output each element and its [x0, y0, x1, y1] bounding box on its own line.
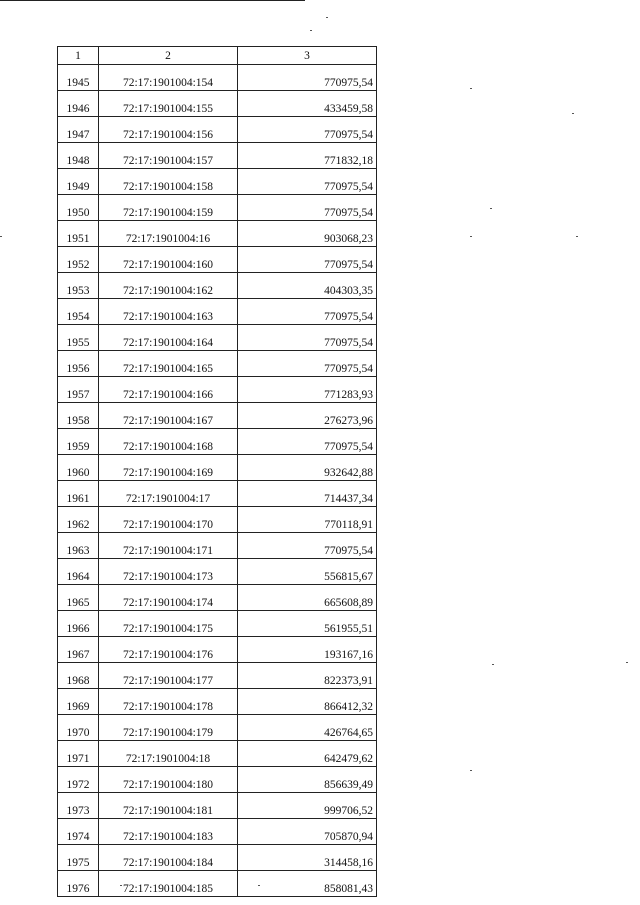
table-row	[58, 637, 377, 663]
value-cell: 858081,43	[238, 871, 377, 897]
value-cell: 314458,16	[238, 845, 377, 871]
table-row	[58, 559, 377, 585]
cadastral-number-cell: 72:17:1901004:163	[99, 299, 238, 325]
table-row	[58, 299, 377, 325]
scan-speck	[310, 30, 312, 31]
cadastral-number-cell: 72:17:1901004:173	[99, 559, 238, 585]
table-row	[58, 481, 377, 507]
value-cell: 770975,54	[238, 299, 377, 325]
cadastral-value-table	[57, 46, 377, 897]
cadastral-number-cell: 72:17:1901004:17	[99, 481, 238, 507]
scan-speck	[326, 17, 328, 18]
scan-speck	[626, 662, 628, 663]
table-row	[58, 689, 377, 715]
value-cell: 714437,34	[238, 481, 377, 507]
table-body	[58, 65, 377, 897]
row-number-cell: 1948	[58, 143, 99, 169]
table-row	[58, 403, 377, 429]
row-number-cell: 1958	[58, 403, 99, 429]
cadastral-number-cell: 72:17:1901004:179	[99, 715, 238, 741]
table-row	[58, 351, 377, 377]
value-cell: 770975,54	[238, 533, 377, 559]
column-header: 3	[238, 47, 377, 65]
cadastral-number-cell: 72:17:1901004:174	[99, 585, 238, 611]
column-header: 2	[99, 47, 238, 65]
row-number-cell: 1967	[58, 637, 99, 663]
row-number-cell: 1961	[58, 481, 99, 507]
table-row	[58, 143, 377, 169]
value-cell: 770975,54	[238, 351, 377, 377]
cadastral-number-cell: 72:17:1901004:158	[99, 169, 238, 195]
cadastral-number-cell: 72:17:1901004:180	[99, 767, 238, 793]
row-number-cell: 1957	[58, 377, 99, 403]
row-number-cell: 1965	[58, 585, 99, 611]
cadastral-number-cell: 72:17:1901004:181	[99, 793, 238, 819]
table-row	[58, 91, 377, 117]
cadastral-number-cell: 72:17:1901004:169	[99, 455, 238, 481]
row-number-cell: 1946	[58, 91, 99, 117]
cadastral-number-cell: 72:17:1901004:159	[99, 195, 238, 221]
scan-speck	[576, 236, 578, 237]
value-cell: 276273,96	[238, 403, 377, 429]
value-cell: 556815,67	[238, 559, 377, 585]
table-row	[58, 195, 377, 221]
table-row	[58, 455, 377, 481]
value-cell: 771283,93	[238, 377, 377, 403]
table-row	[58, 741, 377, 767]
table-row	[58, 169, 377, 195]
cadastral-number-cell: 72:17:1901004:165	[99, 351, 238, 377]
row-number-cell: 1962	[58, 507, 99, 533]
scan-speck	[470, 770, 472, 771]
value-cell: 771832,18	[238, 143, 377, 169]
table-header-row	[58, 47, 377, 65]
row-number-cell: 1950	[58, 195, 99, 221]
table-row	[58, 65, 377, 91]
value-cell: 404303,35	[238, 273, 377, 299]
value-cell: 561955,51	[238, 611, 377, 637]
table-row	[58, 871, 377, 897]
value-cell: 770975,54	[238, 195, 377, 221]
cadastral-number-cell: 72:17:1901004:176	[99, 637, 238, 663]
table-row	[58, 585, 377, 611]
row-number-cell: 1966	[58, 611, 99, 637]
row-number-cell: 1969	[58, 689, 99, 715]
cadastral-number-cell: 72:17:1901004:157	[99, 143, 238, 169]
row-number-cell: 1955	[58, 325, 99, 351]
scan-speck	[470, 88, 472, 89]
table-row	[58, 273, 377, 299]
cadastral-number-cell: 72:17:1901004:160	[99, 247, 238, 273]
scan-speck	[0, 236, 2, 237]
value-cell: 932642,88	[238, 455, 377, 481]
cadastral-number-cell: 72:17:1901004:171	[99, 533, 238, 559]
table-row	[58, 221, 377, 247]
value-cell: 770975,54	[238, 247, 377, 273]
row-number-cell: 1976	[58, 871, 99, 897]
value-cell: 903068,23	[238, 221, 377, 247]
row-number-cell: 1972	[58, 767, 99, 793]
table-row	[58, 819, 377, 845]
table-row	[58, 715, 377, 741]
table-row	[58, 325, 377, 351]
row-number-cell: 1974	[58, 819, 99, 845]
row-number-cell: 1954	[58, 299, 99, 325]
value-cell: 665608,89	[238, 585, 377, 611]
row-number-cell: 1975	[58, 845, 99, 871]
table-row	[58, 247, 377, 273]
row-number-cell: 1949	[58, 169, 99, 195]
cadastral-number-cell: 72:17:1901004:170	[99, 507, 238, 533]
table-row	[58, 377, 377, 403]
top-edge-rule	[0, 0, 305, 1]
table-row	[58, 507, 377, 533]
row-number-cell: 1956	[58, 351, 99, 377]
scan-speck	[490, 208, 492, 209]
row-number-cell: 1960	[58, 455, 99, 481]
value-cell: 705870,94	[238, 819, 377, 845]
scan-speck	[572, 113, 574, 114]
cadastral-number-cell: 72:17:1901004:156	[99, 117, 238, 143]
cadastral-number-cell: 72:17:1901004:178	[99, 689, 238, 715]
value-cell: 866412,32	[238, 689, 377, 715]
value-cell: 642479,62	[238, 741, 377, 767]
value-cell: 426764,65	[238, 715, 377, 741]
value-cell: 770975,54	[238, 429, 377, 455]
cadastral-number-cell: 72:17:1901004:18	[99, 741, 238, 767]
value-cell: 770975,54	[238, 117, 377, 143]
value-cell: 856639,49	[238, 767, 377, 793]
cadastral-number-cell: 72:17:1901004:168	[99, 429, 238, 455]
table-row	[58, 663, 377, 689]
value-cell: 822373,91	[238, 663, 377, 689]
row-number-cell: 1952	[58, 247, 99, 273]
cadastral-number-cell: 72:17:1901004:162	[99, 273, 238, 299]
table-row	[58, 429, 377, 455]
table-row	[58, 117, 377, 143]
row-number-cell: 1945	[58, 65, 99, 91]
value-cell: 770118,91	[238, 507, 377, 533]
cadastral-number-cell: 72:17:1901004:167	[99, 403, 238, 429]
row-number-cell: 1970	[58, 715, 99, 741]
cadastral-number-cell: 72:17:1901004:166	[99, 377, 238, 403]
value-cell: 770975,54	[238, 169, 377, 195]
row-number-cell: 1964	[58, 559, 99, 585]
value-cell: 193167,16	[238, 637, 377, 663]
table-row	[58, 611, 377, 637]
row-number-cell: 1968	[58, 663, 99, 689]
table-row	[58, 533, 377, 559]
row-number-cell: 1951	[58, 221, 99, 247]
cadastral-number-cell: 72:17:1901004:175	[99, 611, 238, 637]
row-number-cell: 1953	[58, 273, 99, 299]
cadastral-number-cell: 72:17:1901004:16	[99, 221, 238, 247]
cadastral-number-cell: 72:17:1901004:177	[99, 663, 238, 689]
table-row	[58, 793, 377, 819]
cadastral-number-cell: 72:17:1901004:155	[99, 91, 238, 117]
cadastral-number-cell: 72:17:1901004:185	[99, 871, 238, 897]
cadastral-number-cell: 72:17:1901004:183	[99, 819, 238, 845]
value-cell: 770975,54	[238, 325, 377, 351]
row-number-cell: 1947	[58, 117, 99, 143]
table-row	[58, 845, 377, 871]
table-row	[58, 767, 377, 793]
column-header: 1	[58, 47, 99, 65]
value-cell: 433459,58	[238, 91, 377, 117]
value-cell: 770975,54	[238, 65, 377, 91]
row-number-cell: 1973	[58, 793, 99, 819]
row-number-cell: 1971	[58, 741, 99, 767]
row-number-cell: 1959	[58, 429, 99, 455]
scan-speck	[492, 664, 494, 665]
cadastral-number-cell: 72:17:1901004:164	[99, 325, 238, 351]
row-number-cell: 1963	[58, 533, 99, 559]
cadastral-number-cell: 72:17:1901004:154	[99, 65, 238, 91]
value-cell: 999706,52	[238, 793, 377, 819]
scan-speck	[470, 236, 472, 237]
cadastral-number-cell: 72:17:1901004:184	[99, 845, 238, 871]
